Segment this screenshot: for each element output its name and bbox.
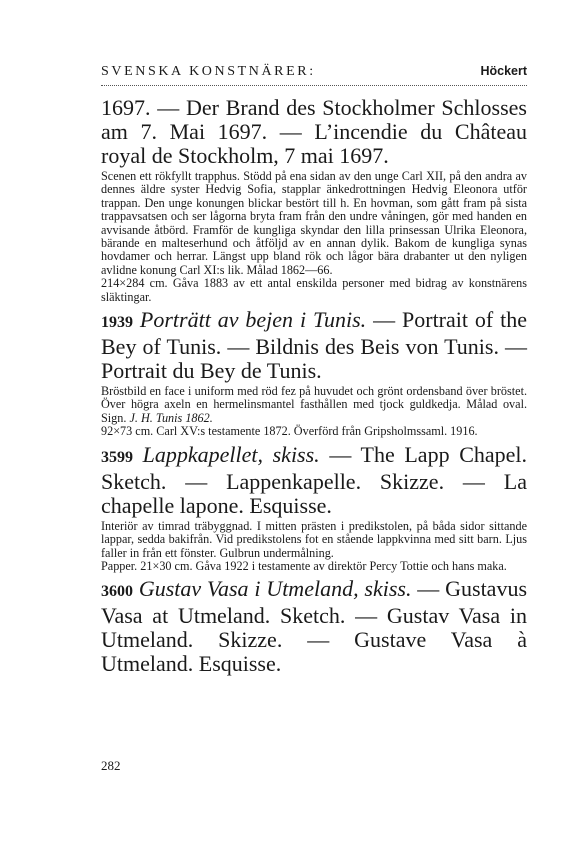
entry-provenance: 92×73 cm. Carl XV:s testamente 1872. Överförd från Gripsholmssaml. 1916.: [101, 424, 478, 439]
description-text: Bröstbild en face i uniform med röd fez på huvudet och grönt ordensband över bröstet. Över högra axeln en hermelinsmantel fasthållen med tjock guldkedja. Målad oval. Sign.: [101, 384, 527, 425]
entry-description: Interiör av timrad träbyggnad. I mitten prästen i predikstolen, på båda sidor sittande lappar, sedda bakifrån. Vid predikstolens fot en stående lappkvinna med sitt barn. Ljus faller in från ett fönster. Gulbrun undermålning.: [101, 518, 527, 560]
catalogue-number: 3600: [101, 583, 133, 601]
entry-description: Scenen ett rökfyllt trapphus. Stödd på ena sidan av den unge Carl XII, på den andra av dennes äldre syster Hedvig Sofia, stapplar änkedrottningen Hedvig Eleonora utför trappan. Den unge konungen blickar bestört till h. En hovman, som gått fram på sista trappavsatsen och ser lågorna bryta fram från den undre våningen, gör med handen en avvisande åtbörd. Framför de kungliga skyndar den lilla prinsessan Ulrika Eleonora, bärande en malteserhund och åtföljd av en annan dylik. Bakom de kungliga synas hovdamer och herrar. Längst upp bland rök och lågor bära drabanter ut den nyligen avlidne konung Carl XI:s lik. Målad 1862—66.: [101, 169, 527, 277]
catalogue-number: 1939: [101, 314, 133, 332]
entry-translations: — Gustavus Vasa at Utmeland. Sketch. — Gustav Vasa in Utmeland. Skizze. — Gustave Vasa à Utmeland. Esquisse.: [101, 576, 528, 677]
entry-translations: — Portrait of the Bey of Tunis. — Bildnis des Beis von Tunis. — Portrait du Bey de Tunis.: [101, 307, 528, 384]
entry-title: Lappkapellet, skiss.: [142, 441, 320, 467]
catalogue-number: 3599: [101, 448, 133, 466]
entry-title: Gustav Vasa i Utmeland, skiss.: [138, 576, 412, 602]
entry-description: [101, 385, 527, 425]
entry-heading: [101, 96, 527, 168]
running-head-section: SVENSKA KONSTNÄRER:: [101, 64, 316, 79]
entry-translations: — The Lapp Chapel. Sketch. — Lappenkapelle. Skizze. — La chapelle lapone. Esquisse.: [101, 441, 528, 518]
running-head: [101, 64, 527, 80]
entry-heading-text: 1697. — Der Brand des Stockholmer Schlosses am 7. Mai 1697. — L’incendie du Château royal de Stockholm, 7 mai 1697.: [101, 95, 527, 168]
signature-text: J. H. Tunis 1862.: [129, 410, 213, 425]
entry-provenance: 214×284 cm. Gåva 1883 av ett antal enskilda personer med bidrag av konstnärens släktingar.: [101, 276, 527, 304]
catalogue-content: [101, 96, 527, 676]
entry-provenance: Papper. 21×30 cm. Gåva 1922 i testamente av direktör Percy Tottie och hans maka.: [101, 558, 507, 573]
running-head-artist: Höckert: [480, 64, 527, 78]
entry-heading: [101, 443, 527, 518]
entry-heading: [101, 308, 527, 383]
entry-title: Porträtt av bejen i Tunis.: [139, 307, 367, 333]
header-rule: [101, 85, 527, 86]
entry-heading: [101, 577, 527, 676]
page-number: 282: [101, 758, 121, 773]
